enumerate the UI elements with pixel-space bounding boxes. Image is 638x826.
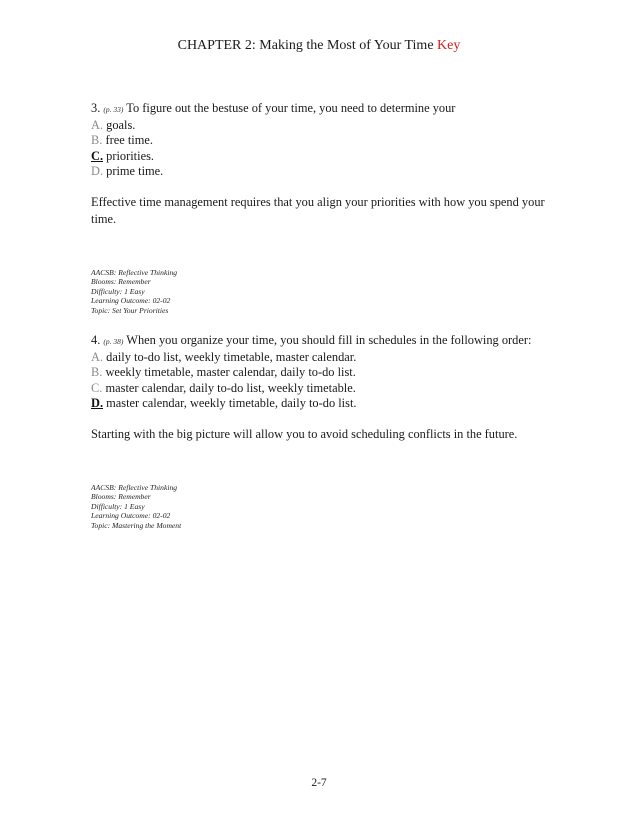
choice-text: master calendar, daily to-do list, weekly timetable. bbox=[105, 380, 356, 395]
question-4 bbox=[91, 333, 571, 530]
choice-a bbox=[91, 350, 571, 366]
meta-topic: Topic: Set Your Priorities bbox=[91, 305, 169, 315]
choice-text: priorities. bbox=[106, 148, 154, 163]
choice-text: prime time. bbox=[106, 164, 164, 179]
chapter-title: CHAPTER 2: Making the Most of Your Time bbox=[177, 38, 434, 53]
question-metadata bbox=[91, 483, 571, 530]
page-number: 2-7 bbox=[311, 777, 327, 789]
meta-aacsb: AACSB: Reflective Thinking bbox=[91, 267, 178, 277]
question-stem bbox=[91, 333, 571, 350]
meta-learning-outcome: Learning Outcome: 02-02 bbox=[91, 296, 171, 306]
choice-letter: A. bbox=[91, 117, 104, 132]
meta-learning-outcome: Learning Outcome: 02-02 bbox=[91, 511, 171, 521]
meta-aacsb: AACSB: Reflective Thinking bbox=[91, 482, 178, 492]
choice-c-correct bbox=[91, 149, 571, 165]
choice-letter: C. bbox=[91, 380, 103, 395]
question-text: When you organize your time, you should fill in schedules in the following order: bbox=[126, 333, 532, 347]
meta-difficulty: Difficulty: 1 Easy bbox=[91, 286, 145, 296]
choice-letter: B. bbox=[91, 133, 103, 148]
key-label: Key bbox=[437, 38, 461, 53]
question-number: 4. bbox=[91, 333, 101, 347]
meta-blooms: Blooms: Remember bbox=[91, 277, 151, 287]
correct-choice-letter: D. bbox=[91, 396, 104, 411]
explanation: Effective time management requires that you align your priorities with how you spend your time. bbox=[91, 194, 545, 226]
correct-choice-letter: C. bbox=[91, 148, 104, 163]
choice-letter: A. bbox=[91, 349, 104, 364]
meta-blooms: Blooms: Remember bbox=[91, 492, 151, 502]
question-3 bbox=[91, 101, 571, 315]
choice-letter: B. bbox=[91, 365, 103, 380]
choice-text: free time. bbox=[105, 133, 153, 148]
explanation: Starting with the big picture will allow you to avoid scheduling conflicts in the future. bbox=[91, 426, 518, 441]
choice-letter: D. bbox=[91, 164, 104, 179]
choice-c bbox=[91, 381, 571, 397]
choice-d-correct bbox=[91, 396, 571, 412]
choice-a bbox=[91, 118, 571, 134]
choice-text: goals. bbox=[106, 117, 136, 132]
question-metadata bbox=[91, 268, 571, 315]
meta-difficulty: Difficulty: 1 Easy bbox=[91, 501, 145, 511]
page-header bbox=[0, 38, 638, 54]
meta-topic: Topic: Mastering the Moment bbox=[91, 520, 182, 530]
question-number: 3. bbox=[91, 101, 101, 115]
page-reference: (p. 38) bbox=[103, 337, 124, 346]
choice-b bbox=[91, 133, 571, 149]
page-reference: (p. 33) bbox=[103, 105, 124, 114]
question-text: To figure out the bestuse of your time, you need to determine your bbox=[126, 101, 456, 115]
choice-b bbox=[91, 365, 571, 381]
choice-text: master calendar, weekly timetable, daily to-do list. bbox=[106, 396, 357, 411]
choice-d bbox=[91, 164, 571, 180]
choice-text: daily to-do list, weekly timetable, master calendar. bbox=[106, 349, 357, 364]
question-stem bbox=[91, 101, 571, 118]
choice-text: weekly timetable, master calendar, daily to-do list. bbox=[105, 365, 356, 380]
